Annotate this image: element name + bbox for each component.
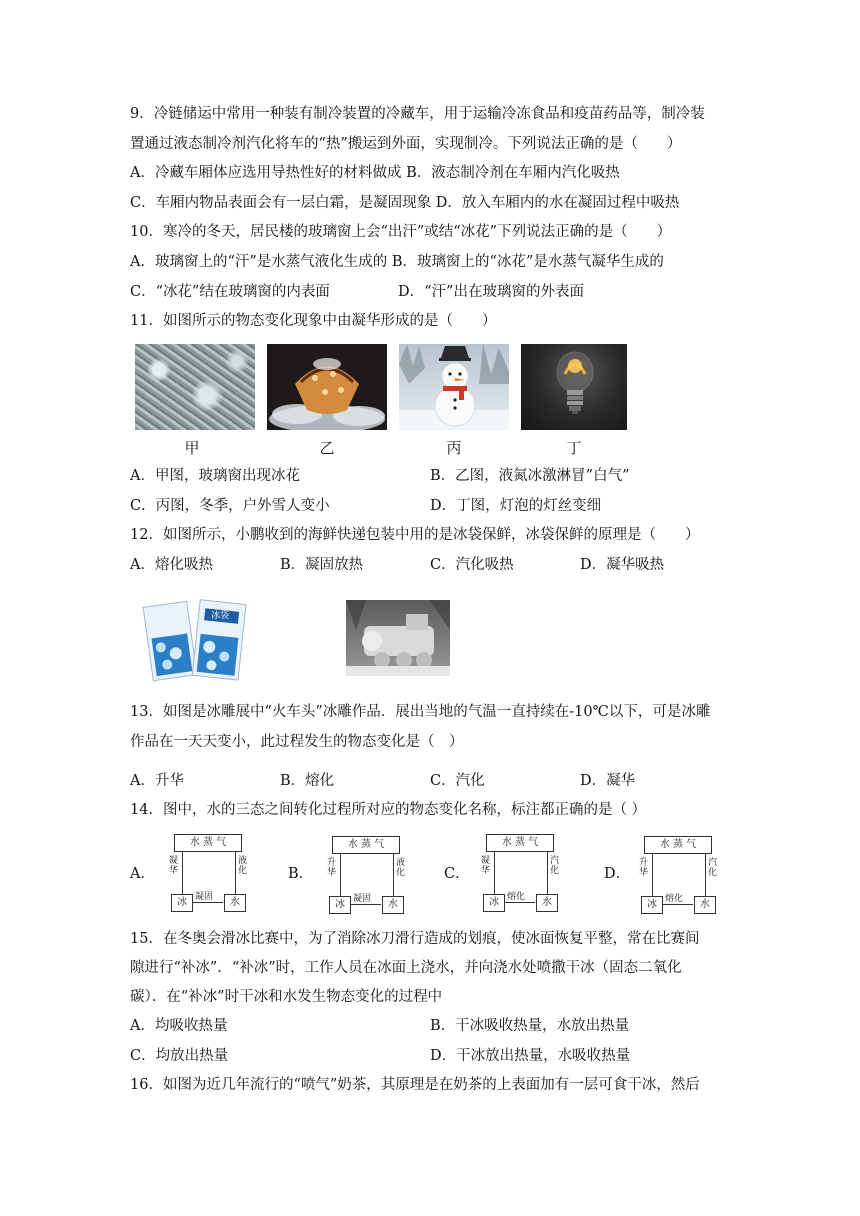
diagram-d-ice-box: 冰	[641, 896, 663, 914]
diagram-d-vapor-box: 水 蒸 气	[644, 836, 712, 854]
q15-stem-line2: 隙进行“补冰”．“补冰”时，工作人员在冰面上浇水，并向浇水处喷撒干冰（固态二氧化	[130, 960, 682, 976]
q13-option-d: D．凝华	[580, 773, 636, 789]
q9-options-cd: C．车厢内物品表面会有一层白霜，是凝固现象 D．放入车厢内的水在凝固过程中吸热	[130, 195, 680, 211]
caption-jia: 甲	[184, 439, 200, 457]
q15-option-a: A．均吸收热量	[130, 1018, 228, 1034]
q9-stem-line2: 置通过液态制冷剂汽化将车的“热”搬运到外面，实现制冷。下列说法正确的是（ ）	[130, 136, 682, 152]
caption-yi: 乙	[319, 439, 335, 457]
q15-option-c: C．均放出热量	[130, 1048, 229, 1064]
phase-diagram-c	[476, 834, 558, 914]
diagram-c-water-box: 水	[536, 894, 558, 912]
q15-option-b: B．干冰吸收热量，水放出热量	[430, 1018, 630, 1034]
diagram-c-left-label: 凝华	[481, 856, 491, 876]
q10-stem: 10．寒冷的冬天，居民楼的玻璃窗上会“出汗”或结“冰花”下列说法正确的是（ ）	[130, 224, 672, 240]
q16-stem-line1: 16．如图为近几年流行的“喷气”奶茶，其原理是在奶茶的上表面加有一层可食干冰，然后	[130, 1077, 700, 1093]
diagram-b-water-box: 水	[382, 896, 404, 914]
phase-diagram-a	[164, 834, 246, 914]
q14-option-b-label: B．	[288, 866, 314, 882]
q14-option-c-label: C．	[444, 866, 470, 882]
diagram-b-middle-label: 凝固	[353, 894, 372, 904]
frosted-window-photo	[135, 344, 255, 430]
q10-option-d: D．“汗”出在玻璃窗的外表面	[398, 284, 584, 300]
q9-options-ab: A．冷藏车厢体应选用导热性好的材料做成 B．液态制冷剂在车厢内汽化吸热	[130, 165, 620, 181]
caption-bing: 丙	[446, 439, 462, 457]
q13-stem-line2: 作品在一天天变小，此过程发生的物态变化是（ ）	[130, 734, 464, 750]
q13-option-c: C．汽化	[430, 773, 485, 789]
diagram-d-left-label: 升华	[639, 858, 649, 878]
q13-stem-line1: 13．如图是冰雕展中“火车头”冰雕作品．展出当地的气温一直持续在-10℃以下，可是冰雕	[130, 704, 711, 720]
diagram-c-ice-box: 冰	[483, 894, 505, 912]
q12-option-d: D．凝华吸热	[580, 557, 665, 573]
liquid-nitrogen-icecream-photo	[267, 344, 387, 430]
snowman-photo	[399, 344, 509, 430]
diagram-d-right-label: 汽化	[708, 858, 718, 878]
q10-option-c: C．“冰花”结在玻璃窗的内表面	[130, 284, 330, 300]
q14-option-d-label: D．	[604, 866, 631, 882]
q14-option-a-label: A．	[130, 866, 155, 882]
q12-option-c: C．汽化吸热	[430, 557, 514, 573]
q10-options-ab: A．玻璃窗上的“汗”是水蒸气液化生成的 B．玻璃窗上的“冰花”是水蒸气凝华生成的	[130, 254, 664, 270]
diagram-a-water-box: 水	[224, 894, 246, 912]
diagram-b-ice-box: 冰	[329, 896, 351, 914]
q11-option-c: C．丙图，冬季，户外雪人变小	[130, 498, 330, 514]
diagram-a-left-label: 凝华	[169, 856, 179, 876]
ice-bag-photo	[140, 596, 252, 684]
diagram-a-ice-box: 冰	[171, 894, 193, 912]
ice-bag-label: 冰袋	[211, 611, 230, 621]
diagram-a-middle-label: 凝固	[195, 892, 214, 902]
diagram-d-middle-label: 熔化	[665, 894, 684, 904]
q14-stem: 14．图中，水的三态之间转化过程所对应的物态变化名称，标注都正确的是（ ）	[130, 802, 647, 818]
q11-option-a: A．甲图，玻璃窗出现冰花	[130, 468, 300, 484]
phase-diagram-b	[322, 836, 404, 916]
q12-stem: 12．如图所示，小鹏收到的海鲜快递包装中用的是冰袋保鲜，冰袋保鲜的原理是（ ）	[130, 527, 700, 543]
diagram-d-water-box: 水	[694, 896, 716, 914]
diagram-a-vapor-box: 水 蒸 气	[174, 834, 242, 852]
q11-stem: 11．如图所示的物态变化现象中由凝华形成的是（ ）	[130, 313, 497, 329]
ice-sculpture-train-photo	[346, 600, 450, 676]
diagram-a-right-label: 液化	[238, 856, 248, 876]
q15-stem-line1: 15．在冬奥会滑冰比赛中，为了消除冰刀滑行造成的划痕，使冰面恢复平整，常在比赛间	[130, 931, 700, 947]
diagram-b-right-label: 液化	[396, 858, 406, 878]
q13-option-b: B．熔化	[280, 773, 335, 789]
q13-option-a: A．升华	[130, 773, 184, 789]
q12-option-b: B．凝固放热	[280, 557, 364, 573]
diagram-c-middle-label: 熔化	[507, 892, 526, 902]
q11-option-d: D．丁图，灯泡的灯丝变细	[430, 498, 602, 514]
diagram-c-right-label: 汽化	[550, 856, 560, 876]
q15-option-d: D．干冰放出热量，水吸收热量	[430, 1048, 631, 1064]
q15-stem-line3: 碳）．在“补冰”时干冰和水发生物态变化的过程中	[130, 989, 443, 1005]
q12-option-a: A．熔化吸热	[130, 557, 213, 573]
q9-stem-line1: 9．冷链储运中常用一种装有制冷装置的冷藏车，用于运输冷冻食品和疫苗药品等，制冷装	[130, 106, 705, 122]
phase-diagram-d	[634, 836, 716, 916]
diagram-b-left-label: 升华	[327, 858, 337, 878]
light-bulb-photo	[521, 344, 627, 430]
q11-option-b: B．乙图，液氮冰激淋冒”白气”	[430, 468, 630, 484]
diagram-c-vapor-box: 水 蒸 气	[486, 834, 554, 852]
caption-ding: 丁	[566, 439, 582, 457]
diagram-b-vapor-box: 水 蒸 气	[332, 836, 400, 854]
